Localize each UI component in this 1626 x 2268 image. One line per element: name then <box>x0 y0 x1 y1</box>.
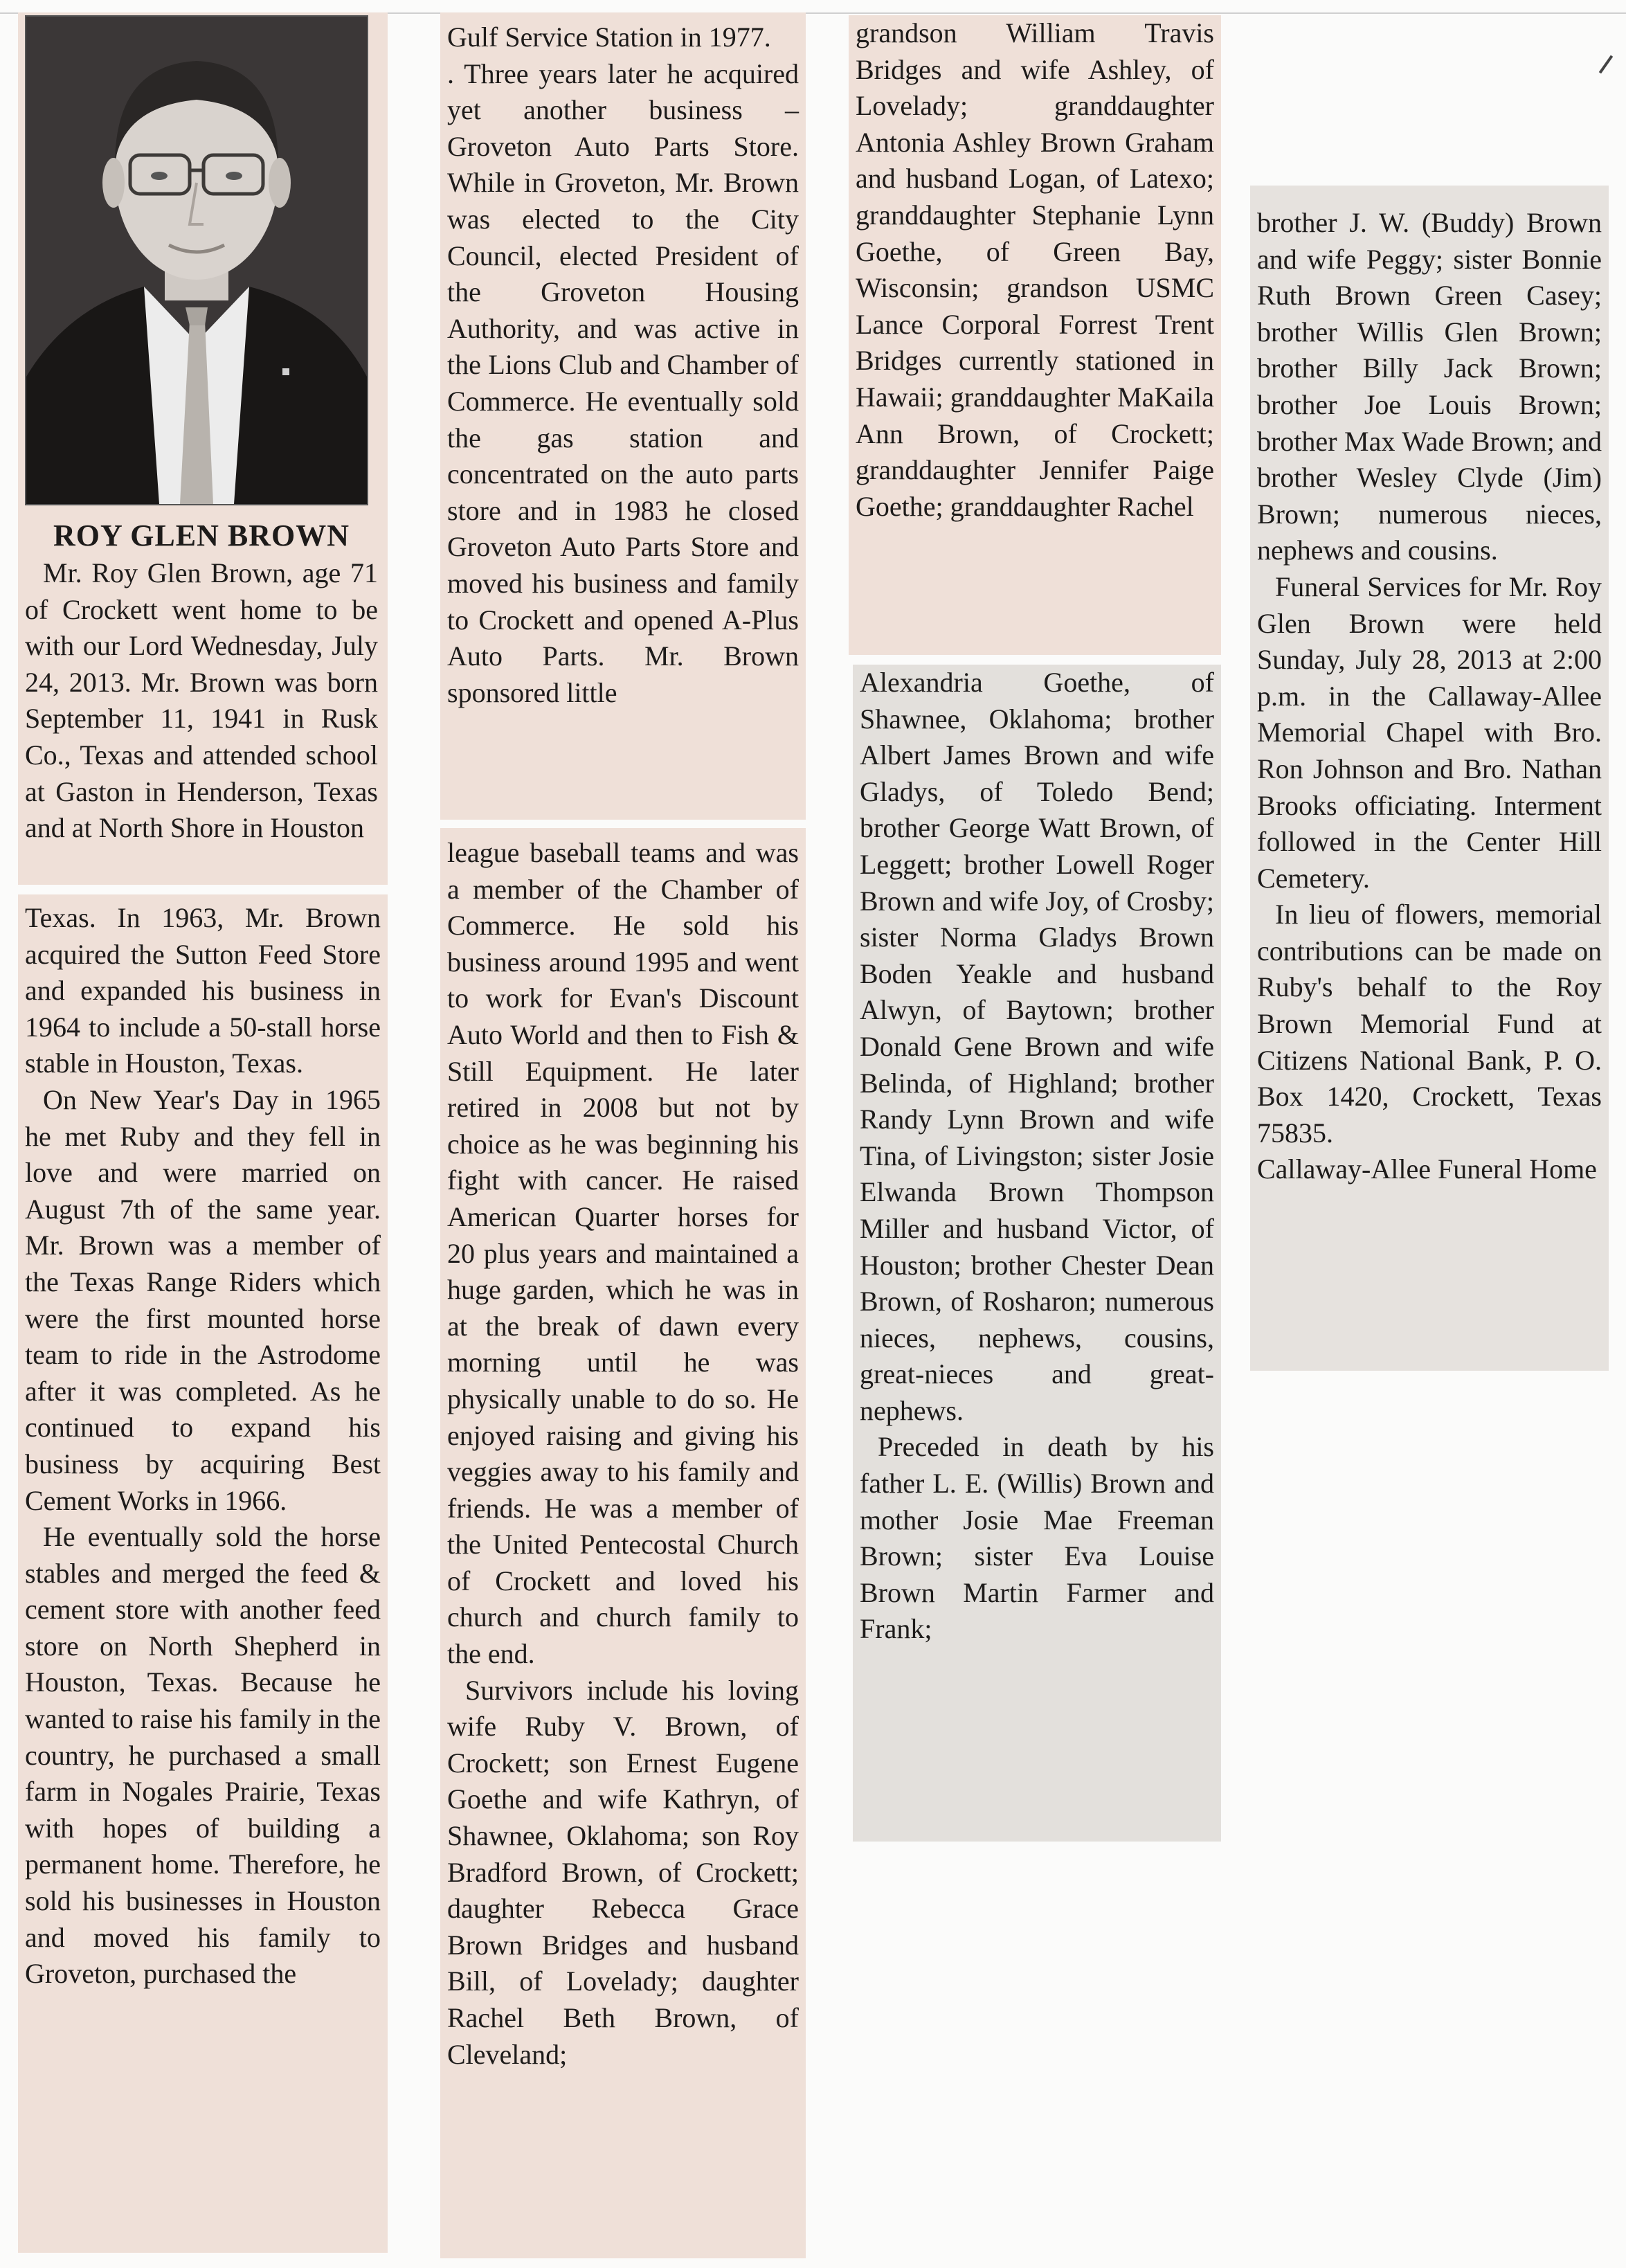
obituary-clip-col4 <box>1250 186 1609 1371</box>
funeral-home-signature: Callaway-Allee Funeral Home <box>1257 1153 1597 1185</box>
obituary-clip-col2a <box>440 12 806 820</box>
paragraph: Preceded in death by his father L. E. (Willis) Brown and mother Josie Mae Freeman Brown; sister Eva Louise Brown Martin Farmer and Frank; <box>860 1431 1214 1645</box>
portrait-photo <box>25 15 368 505</box>
paragraph: Texas. In 1963, Mr. Brown acquired the Sutton Feed Store and expanded his business in 1964 to include a 50-stall horse stable in Houston, Texas. <box>25 902 381 1079</box>
portrait-image <box>26 17 367 504</box>
paragraph: Funeral Services for Mr. Roy Glen Brown were held Sunday, July 28, 2013 at 2:00 p.m. in the Callaway-Allee Memorial Chapel with Bro. Ron Johnson and Bro. Nathan Brooks officiating. Interment followed in the Center Hill Cemetery. <box>1257 570 1602 894</box>
obituary-clip-photo <box>18 12 388 885</box>
paragraph: grandson William Travis Bridges and wife Ashley, of Lovelady; granddaughter Antonia Ashley Brown Graham and husband Logan, of Latexo; granddaughter Stephanie Lynn Goethe, of Green Bay, Wisconsin; grandson USMC Lance Corporal Forrest Trent Bridges currently stationed in Hawaii; granddaughter MaKaila Ann Brown, of Crockett; granddaughter Jennifer Paige Goethe; granddaughter Rachel <box>856 17 1214 522</box>
obituary-headline: ROY GLEN BROWN <box>53 519 350 552</box>
paragraph: brother J. W. (Buddy) Brown and wife Peggy; sister Bonnie Ruth Brown Green Casey; brother Willis Glen Brown; brother Billy Jack Brown; brother Joe Louis Brown; brother Max Wade Brown; and brother Wesley Clyde (Jim) Brown; numerous nieces, nephews and cousins. <box>1257 207 1602 566</box>
paragraph: . Three years later he acquired yet another business – Groveton Auto Parts Store. While in Groveton, Mr. Brown was elected to the City Council, elected President of the Groveton Housing Authority, and was active in the Lions Club and Chamber of Commerce. He eventually sold the gas station and concentrated on the auto parts store and in 1983 he closed Groveton Auto Parts Store and moved his business and family to Crockett and opened A-Plus Auto Parts. Mr. Brown sponsored little <box>447 57 799 708</box>
paragraph: Mr. Roy Glen Brown, age 71 of Crockett went home to be with our Lord Wednesday, July 24, 2013. Mr. Brown was born September 11, 1941 in Rusk Co., Texas and attended school at Gaston in Henderson, Texas and at North Shore in Houston <box>25 557 378 844</box>
obituary-clip-col3a <box>849 15 1221 655</box>
paragraph: Gulf Service Station in 1977. <box>447 21 771 53</box>
paragraph: Survivors include his loving wife Ruby V. Brown, of Crockett; son Ernest Eugene Goethe and wife Kathryn, of Shawnee, Oklahoma; son Roy Bradford Brown, of Crockett; daughter Rebecca Grace Brown Bridges and husband Bill, of Lovelady; daughter Rachel Beth Brown, of Cleveland; <box>447 1674 799 2070</box>
paragraph: In lieu of flowers, memorial contributions can be made on Ruby's behalf to the Roy Brown Memorial Fund at Citizens National Bank, P. O. Box 1420, Crockett, Texas 75835. <box>1257 899 1602 1149</box>
obituary-clip-col1b <box>18 894 388 2253</box>
obituary-clip-col2b <box>440 828 806 2258</box>
pen-mark <box>1599 55 1613 74</box>
paragraph: He eventually sold the horse stables and merged the feed & cement store with another feed store on North Shepherd in Houston, Texas. Because he wanted to raise his family in the country, he purchased a small farm in Nogales Prairie, Texas with hopes of building a permanent home. Therefore, he sold his businesses in Houston and moved his family to Groveton, purchased the <box>25 1521 381 1990</box>
obituary-clip-col3b <box>853 665 1221 1842</box>
paragraph: On New Year's Day in 1965 he met Ruby and they fell in love and were married on August 7th of the same year. Mr. Brown was a member of the Texas Range Riders which were the first mounted horse team to ride in the Astrodome after it was completed. As he continued to expand his business by acquiring Best Cement Works in 1966. <box>25 1083 381 1516</box>
paragraph: league baseball teams and was a member of the Chamber of Commerce. He sold his business around 1995 and went to work for Evan's Discount Auto World and then to Fish & Still Equipment. He later retired in 2008 but not by choice as he was beginning his fight with cancer. He raised American Quarter horses for 20 plus years and maintained a huge garden, which he was in at the break of dawn every morning until he was physically unable to do so. He enjoyed raising and giving his veggies away to his family and friends. He was a member of the United Pentecostal Church of Crockett and loved his church and church family to the end. <box>447 837 799 1670</box>
paragraph: Alexandria Goethe, of Shawnee, Oklahoma; brother Albert James Brown and wife Gladys, of Toledo Bend; brother George Watt Brown, of Leggett; brother Lowell Roger Brown and wife Joy, of Crosby; sister Norma Gladys Brown Boden Yeakle and husband Alwyn, of Baytown; brother Donald Gene Brown and wife Belinda, of Highland; brother Randy Lynn Brown and wife Tina, of Livingston; sister Josie Elwanda Brown Thompson Miller and husband Victor, of Houston; brother Chester Dean Brown, of Rosharon; numerous nieces, nephews, cousins, great-nieces and great-nephews. <box>860 667 1214 1426</box>
